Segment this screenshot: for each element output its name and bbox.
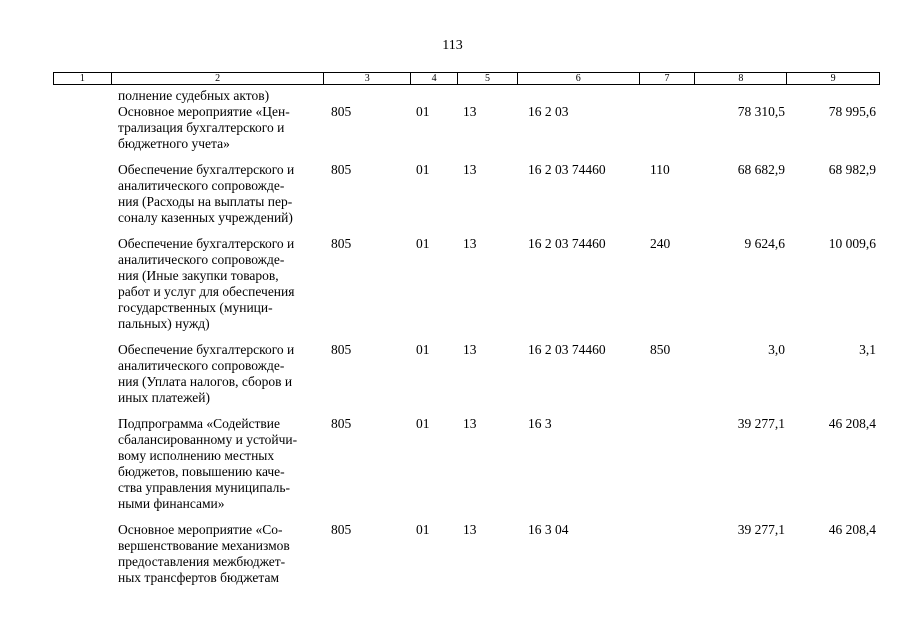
cell-subsection: 13 <box>463 162 477 177</box>
cell-target-code: 16 2 03 74460 <box>528 162 606 177</box>
table-row <box>0 342 905 406</box>
row-name-line: пальных) нужд) <box>118 316 210 331</box>
header-col-6: 6 <box>518 73 640 84</box>
continuation-row <box>0 88 905 104</box>
cell-amount-2: 10 009,6 <box>828 236 876 251</box>
cell-amount-2: 46 208,4 <box>828 416 876 431</box>
row-name-line: сбалансированному и устойчи- <box>118 432 298 447</box>
row-name-line: Обеспечение бухгалтерского и <box>118 236 295 251</box>
row-name-line: вершенствование механизмов <box>118 538 290 553</box>
cell-ministry: 805 <box>331 236 352 251</box>
row-name-line: соналу казенных учреждений) <box>118 210 293 225</box>
cell-amount-1: 39 277,1 <box>737 522 785 537</box>
row-name <box>118 522 330 586</box>
row-name-line: бюджетного учета» <box>118 136 230 151</box>
cell-amount-1: 39 277,1 <box>737 416 785 431</box>
row-name <box>118 162 330 226</box>
row-name-line: ных трансфертов бюджетам <box>118 570 280 585</box>
row-name <box>118 236 330 332</box>
cell-subsection: 13 <box>463 342 477 357</box>
cell-ministry: 805 <box>331 416 352 431</box>
row-name-line: ными финансами» <box>118 496 225 511</box>
cell-section: 01 <box>416 522 430 537</box>
row-name-line: иных платежей) <box>118 390 211 405</box>
cell-expense-type: 240 <box>650 236 671 251</box>
cell-target-code: 16 2 03 74460 <box>528 236 606 251</box>
row-name-line: предоставления межбюджет- <box>118 554 286 569</box>
table-row <box>0 162 905 226</box>
row-name-line: аналитического сопровожде- <box>118 252 285 267</box>
cell-section: 01 <box>416 236 430 251</box>
row-name-line: бюджетов, повышению каче- <box>118 464 285 479</box>
table-row <box>0 416 905 512</box>
cell-amount-1: 9 624,6 <box>744 236 785 251</box>
row-name-line: ства управления муниципаль- <box>118 480 291 495</box>
header-col-2: 2 <box>112 73 324 84</box>
cell-amount-2: 3,1 <box>859 342 876 357</box>
row-name-line: аналитического сопровожде- <box>118 178 285 193</box>
cell-amount-2: 68 982,9 <box>828 162 876 177</box>
table-body <box>0 88 905 586</box>
row-name-line: Обеспечение бухгалтерского и <box>118 342 295 357</box>
header-col-4: 4 <box>411 73 458 84</box>
row-name-line: Подпрограмма «Содействие <box>118 416 281 431</box>
row-name-line: Основное мероприятие «Со- <box>118 522 283 537</box>
cell-target-code: 16 2 03 <box>528 104 569 119</box>
cell-target-code: 16 3 <box>528 416 552 431</box>
cell-ministry: 805 <box>331 162 352 177</box>
row-name <box>118 342 330 406</box>
row-name <box>118 104 330 152</box>
header-col-1: 1 <box>54 73 112 84</box>
cell-expense-type: 110 <box>650 162 670 177</box>
row-name-line: трализация бухгалтерского и <box>118 120 285 135</box>
table-row <box>0 236 905 332</box>
cell-section: 01 <box>416 104 430 119</box>
continuation-text: полнение судебных актов) <box>118 88 270 103</box>
row-name-line: работ и услуг для обеспечения <box>118 284 295 299</box>
page-number: 113 <box>442 38 463 53</box>
cell-amount-2: 46 208,4 <box>828 522 876 537</box>
row-name-line: Обеспечение бухгалтерского и <box>118 162 295 177</box>
table-row <box>0 104 905 152</box>
cell-subsection: 13 <box>463 104 477 119</box>
cell-target-code: 16 2 03 74460 <box>528 342 606 357</box>
header-col-8: 8 <box>695 73 787 84</box>
row-name-line: ния (Иные закупки товаров, <box>118 268 279 283</box>
header-col-7: 7 <box>640 73 696 84</box>
header-col-5: 5 <box>458 73 518 84</box>
header-col-3: 3 <box>324 73 411 84</box>
cell-section: 01 <box>416 342 430 357</box>
row-name-line: государственных (муници- <box>118 300 273 315</box>
table-row <box>0 522 905 586</box>
cell-section: 01 <box>416 162 430 177</box>
cell-section: 01 <box>416 416 430 431</box>
cell-target-code: 16 3 04 <box>528 522 569 537</box>
row-name <box>118 416 330 512</box>
row-name-line: ния (Уплата налогов, сборов и <box>118 374 293 389</box>
cell-ministry: 805 <box>331 342 352 357</box>
cell-ministry: 805 <box>331 104 352 119</box>
row-name-line: ния (Расходы на выплаты пер- <box>118 194 293 209</box>
cell-subsection: 13 <box>463 236 477 251</box>
cell-expense-type: 850 <box>650 342 671 357</box>
row-name-line: аналитического сопровожде- <box>118 358 285 373</box>
cell-subsection: 13 <box>463 522 477 537</box>
row-name-line: вому исполнению местных <box>118 448 275 463</box>
cell-amount-1: 78 310,5 <box>737 104 785 119</box>
cell-amount-1: 68 682,9 <box>737 162 785 177</box>
header-col-9: 9 <box>830 73 836 84</box>
cell-amount-2: 78 995,6 <box>828 104 876 119</box>
table-header-row <box>53 72 880 85</box>
cell-subsection: 13 <box>463 416 477 431</box>
row-name-line: Основное мероприятие «Цен- <box>118 104 290 119</box>
cell-amount-1: 3,0 <box>768 342 785 357</box>
cell-ministry: 805 <box>331 522 352 537</box>
